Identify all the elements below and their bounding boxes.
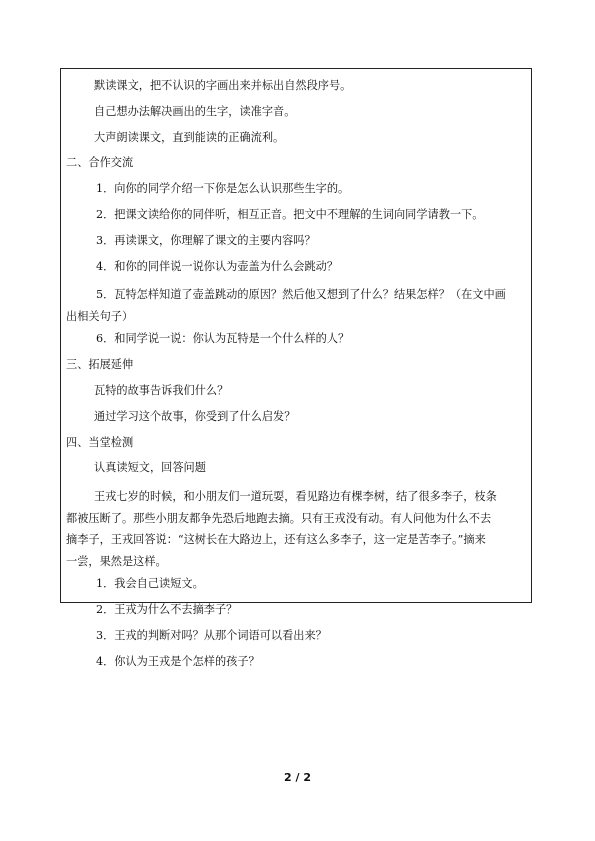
passage-line: 摘李子，王戎回答说：“这树长在大路边上，还有这么多李子，这一定是苦李子。”摘来	[66, 533, 486, 547]
text-line: 自己想办法解决画出的生字，读准字音。	[94, 104, 296, 118]
text-line: 默读课文，把不认识的字画出来并标出自然段序号。	[94, 79, 352, 92]
passage-line: 都被压断了。那些小朋友都争先恐后地跑去摘。只有王戎没有动。有人问他为什么不去	[66, 511, 492, 525]
passage-line: 王戎七岁的时候，和小朋友们一道玩耍，看见路边有棵李树，结了很多李子，枝条	[94, 490, 497, 504]
question-item: 1．向你的同学介绍一下你是怎么认识那些生字的。	[96, 182, 350, 196]
section-heading: 二、合作交流	[66, 156, 134, 170]
reading-passage	[66, 486, 521, 572]
question-item: 3．王戎的判断对吗？从那个词语可以看出来？	[96, 628, 327, 642]
question-line: 5．瓦特怎样知道了壶盖跳动的原因？然后他又想到了什么？结果怎样？（在文中画	[96, 288, 506, 302]
text-line: 认真读短文，回答问题	[94, 461, 206, 475]
text-line: 大声朗读课文，直到能读的正确流利。	[94, 130, 285, 144]
passage-line: 一尝，果然是这样。	[66, 554, 167, 568]
question-item: 1．我会自己读短文。	[96, 577, 204, 591]
question-item: 4．你认为王戎是个怎样的孩子？	[96, 654, 260, 668]
text-line: 瓦特的故事告诉我们什么？	[94, 383, 229, 397]
question-item: 2．把课文读给你的同伴听，相互正音。把文中不理解的生词向同学请教一下。	[96, 207, 484, 221]
question-item	[66, 284, 521, 327]
question-line: 出相关句子）	[66, 309, 134, 323]
question-item: 6．和同学说一说：你认为瓦特是一个什么样的人？	[96, 332, 350, 346]
question-item: 4．和你的同伴说一说你认为壶盖为什么会跳动？	[96, 259, 339, 273]
section-heading: 三、拓展延伸	[66, 358, 134, 372]
page-number: 2 / 2	[284, 771, 311, 784]
question-item: 3．再读课文，你理解了课文的主要内容吗？	[96, 233, 316, 247]
section-heading: 四、当堂检测	[66, 435, 134, 449]
lesson-table-cell	[60, 68, 532, 668]
text-line: 通过学习这个故事，你受到了什么启发？	[94, 409, 296, 423]
question-item: 2．王戎为什么不去摘李子？	[96, 602, 238, 616]
